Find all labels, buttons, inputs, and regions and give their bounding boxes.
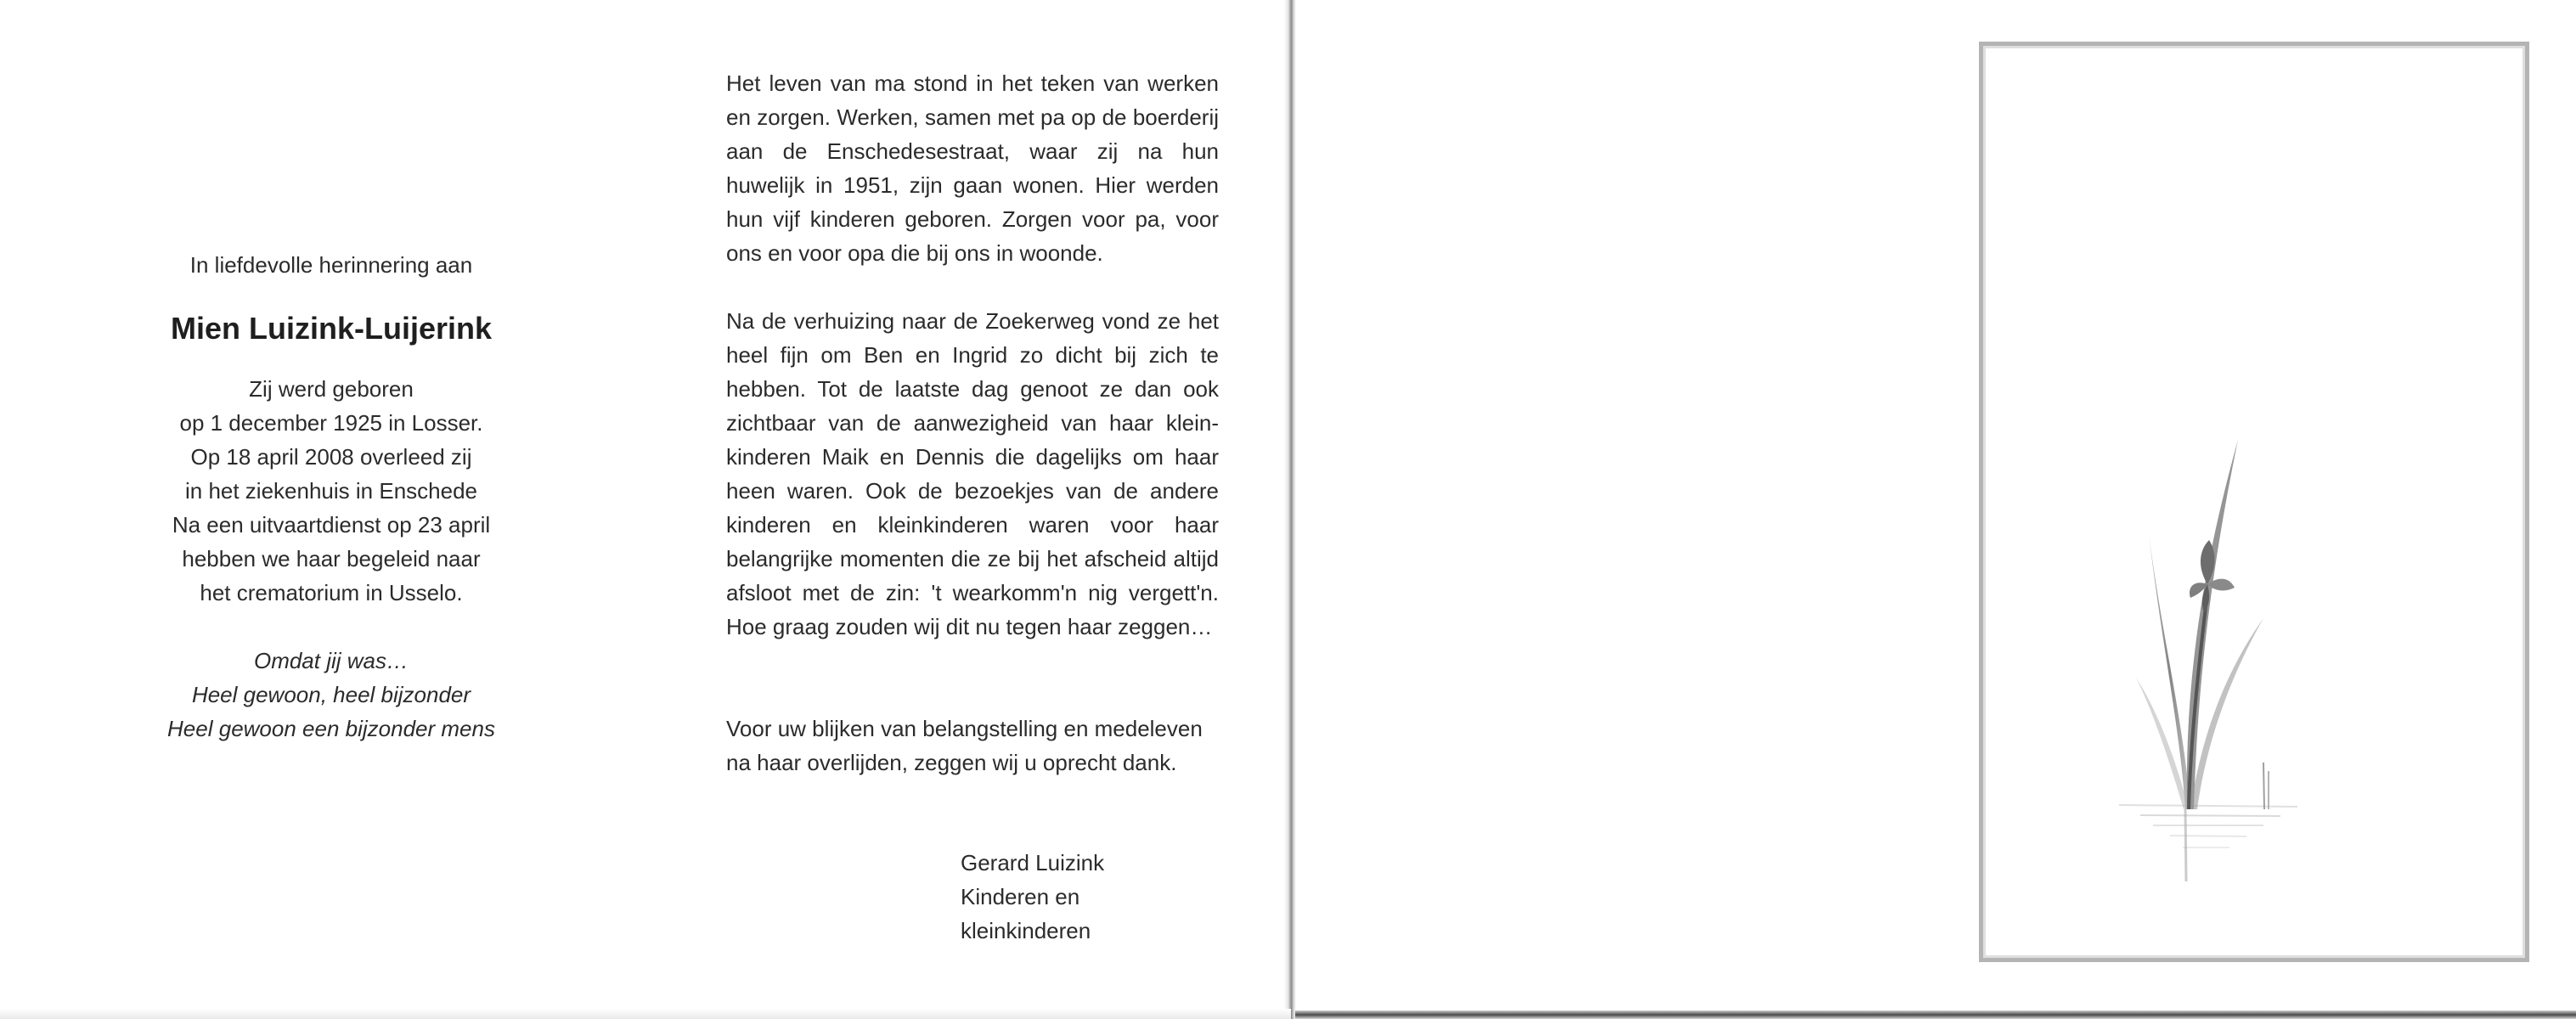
thanks-paragraph: Voor uw blijken van belangstelling en medeleven na haar overlijden, zeggen wij u oprecht dank. bbox=[726, 716, 1203, 775]
card-fold bbox=[1284, 0, 1296, 1019]
life-paragraph: Het leven van ma stond in het teken van werken en zorgen. Werken, samen met pa op de boerderij aan de Enschedesestraat, waar zij na hun huwelijk in 1951, zijn gaan wonen. Hier werden hun vijf kinderen geboren. Zorgen voor pa, voor ons en voor opa die bij ons in woonde. bbox=[726, 70, 1219, 266]
biography bbox=[127, 372, 535, 610]
bio-line: in het ziekenhuis in Enschede bbox=[184, 478, 477, 504]
water-reflection bbox=[2119, 805, 2297, 847]
card-bottom-edge-shadow bbox=[1295, 1011, 2576, 1019]
bio-line: op 1 december 1925 in Losser. bbox=[179, 410, 483, 436]
verse-line: Heel gewoon, heel bijzonder bbox=[191, 682, 471, 707]
verse-line: Heel gewoon een bijzonder mens bbox=[167, 716, 495, 741]
signature bbox=[961, 846, 1104, 948]
bio-line: Na een uitvaartdienst op 23 april bbox=[172, 512, 491, 538]
verse-line: Omdat jij was… bbox=[253, 648, 409, 673]
bio-line: het crematorium in Usselo. bbox=[200, 580, 463, 605]
left-panel bbox=[127, 248, 535, 746]
card-bottom-edge bbox=[0, 1009, 1291, 1019]
memories-paragraph: Na de verhuizing naar de Zoekerweg vond ze het heel fijn om Ben en Ingrid zo dicht bij zich te hebben. Tot de laatste dag genoot ze dan ook zichtbaar van de aanwezigheid van haar kleinkinderen Maik en Dennis die dagelijks om haar heen waren. Ook de bezoekjes van de andere kinderen en kleinkinderen waren voor haar belangrijke momenten die ze bij het afscheid altijd afsloot met de zin: 't wearkomm'n nig vergett'n. Hoe graag zouden wij dit nu tegen haar zeggen… bbox=[726, 308, 1219, 639]
signature-line: kleinkinderen bbox=[961, 918, 1091, 943]
deceased-name: Mien Luizink-Luijerink bbox=[170, 311, 493, 346]
bio-line: hebben we haar begeleid naar bbox=[182, 546, 481, 571]
intro-text: In liefdevolle herinnering aan bbox=[189, 252, 473, 278]
signature-line: Gerard Luizink bbox=[961, 850, 1105, 875]
bio-line: Op 18 april 2008 overleed zij bbox=[190, 444, 472, 470]
middle-panel bbox=[726, 66, 1219, 814]
iris-flower-illustration bbox=[2102, 423, 2323, 890]
verse bbox=[127, 644, 535, 746]
bio-line: Zij werd geboren bbox=[249, 376, 414, 402]
signature-line: Kinderen en bbox=[961, 884, 1080, 909]
